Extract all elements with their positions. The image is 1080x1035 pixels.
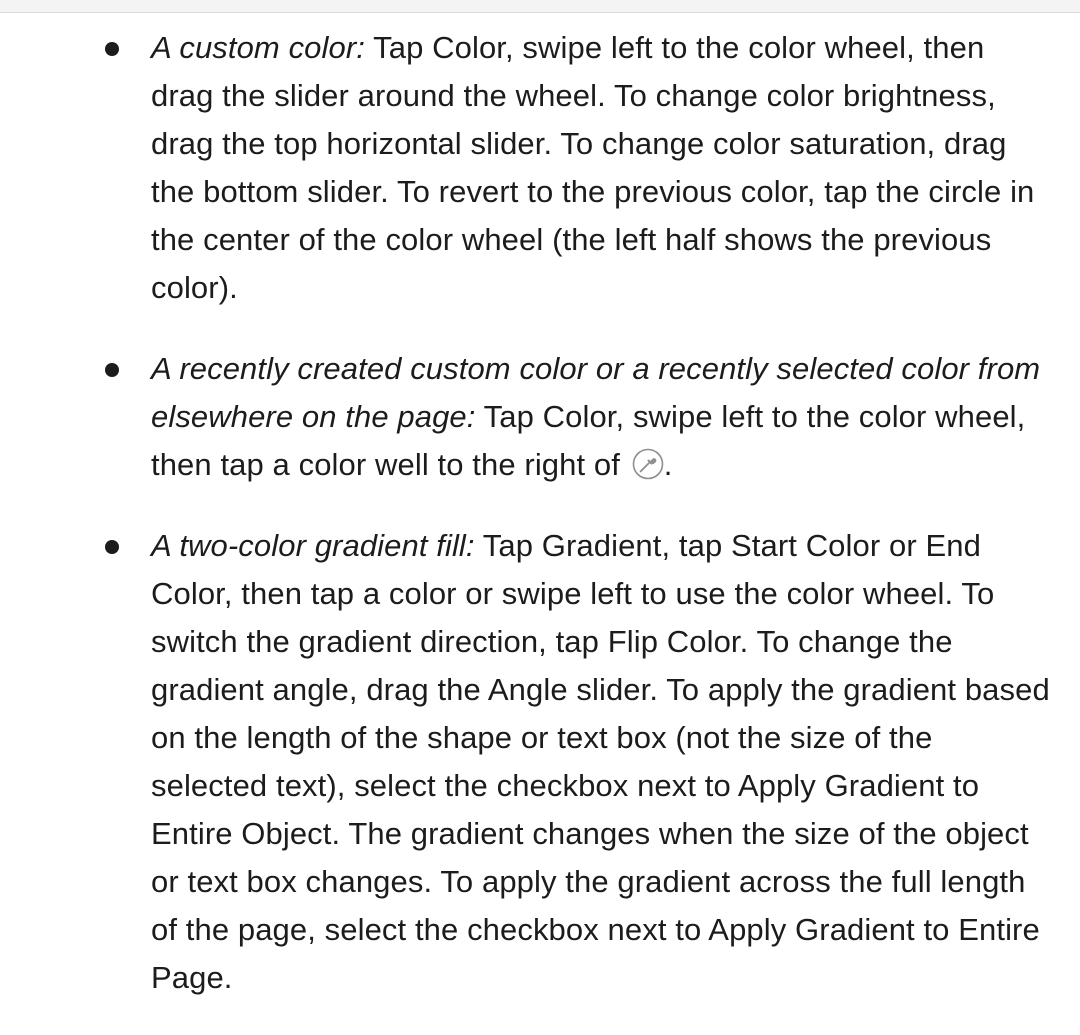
bullet-dot (105, 42, 119, 56)
item-lead: A two-color gradient fill: (151, 528, 475, 563)
top-divider (0, 0, 1080, 13)
list-item (0, 522, 1080, 1002)
list-item (0, 24, 1080, 312)
bullet-list (0, 24, 1080, 1035)
item-body: Tap Gradient, tap Start Color or End Color, then tap a color or swipe left to use the color wheel. To switch the gradient direction, tap Flip Color. To change the gradient angle, drag the Angle slider. To apply the gradient based on the length of the shape or text box (not the size of the selected text), select the checkbox next to Apply Gradient to Entire Object. The gradient changes when the size of the object or text box changes. To apply the gradient across the full length of the page, select the checkbox next to Apply Gradient to Entire Page. (151, 528, 1050, 995)
bullet-dot (105, 540, 119, 554)
item-body: Tap Color, swipe left to the color wheel, then drag the slider around the wheel. To change color brightness, drag the top horizontal slider. To change color saturation, drag the bottom slider. To revert to the previous color, tap the circle in the center of the color wheel (the left half shows the previous color). (151, 30, 1035, 305)
bullet-dot (105, 363, 119, 377)
eyedropper-icon (632, 448, 664, 480)
item-lead: A recently created custom color or a recently selected color from elsewhere on the page: (151, 351, 1041, 434)
item-body: Tap Color, swipe left to the color wheel, then tap a color well to the right of (151, 399, 1026, 482)
item-tail: . (663, 447, 673, 482)
item-lead: A custom color: (151, 30, 365, 65)
list-item (0, 345, 1080, 489)
